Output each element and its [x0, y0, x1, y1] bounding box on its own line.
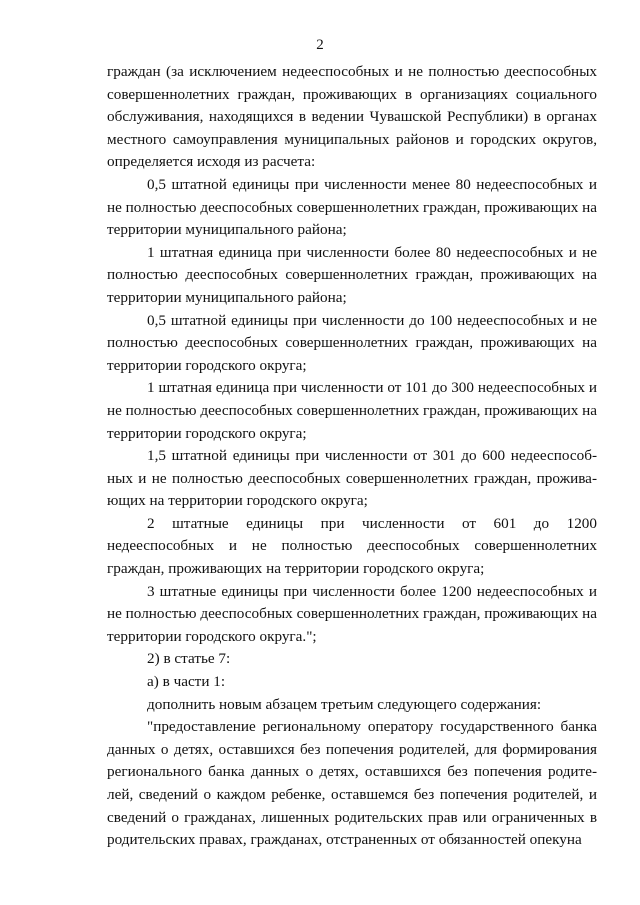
- paragraph-staff-rate-city-over-1200: 3 штатные единицы при численности более 1200 недееспособных и не полностью дееспособных совершеннолетних граждан, проживающих на территории городского округа.";: [107, 582, 597, 645]
- paragraph-amendment-intro: дополнить новым абзацем третьим следующего содержания:: [147, 695, 542, 713]
- page-number: 2: [316, 37, 324, 53]
- paragraph-staff-rate-city-up-to-100: 0,5 штатной единицы при численности до 100 недееспособных и не полностью дееспособных совершеннолетних граждан, проживающих на территории городского округа;: [107, 311, 597, 374]
- paragraph-staff-rate-city-301-600: 1,5 штатной единицы при численности от 301 до 600 недееспособных и не полностью дееспособных совершеннолетних граждан, проживающих на территории городского округа;: [107, 447, 597, 510]
- paragraph-continuation: граждан (за исключением недееспособных и не полностью дееспособных совершеннолетних граждан, проживающих в организациях социального обслуживания, находящихся в ведении Чувашской Республики) в органах местного самоуправления муниципальных районов и городских округов, определяется исходя из расчета:: [107, 63, 597, 171]
- paragraph-subitem-a: а) в части 1:: [147, 673, 226, 691]
- document-body: [107, 61, 597, 852]
- paragraph-staff-rate-district-over-80: 1 штатная единица при численности более 80 недееспособных и не полностью дееспособных совершеннолетних граждан, проживающих на территории муниципального района;: [107, 243, 597, 306]
- paragraph-amendment-text: "предоставление региональному оператору государственного банка данных о детях, оставшихся без попечения родителей, для формирования регионального банка данных о детях, оставшихся без попечения родителей, сведений о каждом ребенке, оставшемся без попечения родителей, и сведений о гражданах, лишенных родительских прав или ограниченных в родительских правах, гражданах, отстраненных от обязанностей опекуна: [107, 718, 597, 849]
- paragraph-item-2: 2) в статье 7:: [147, 650, 231, 668]
- paragraph-staff-rate-city-101-300: 1 штатная единица при численности от 101 до 300 недееспособных и не полностью дееспособных совершеннолетних граждан, проживающих на территории городского округа;: [107, 379, 597, 442]
- paragraph-staff-rate-district-under-80: 0,5 штатной единицы при численности менее 80 недееспособных и не полностью дееспособных совершеннолетних граждан, проживающих на территории муниципального района;: [107, 175, 597, 239]
- paragraph-staff-rate-city-601-1200: 2 штатные единицы при численности от 601 до 1200 недееспособных и не полностью дееспособных совершеннолетних граждан, проживающих на территории городского округа;: [107, 514, 597, 578]
